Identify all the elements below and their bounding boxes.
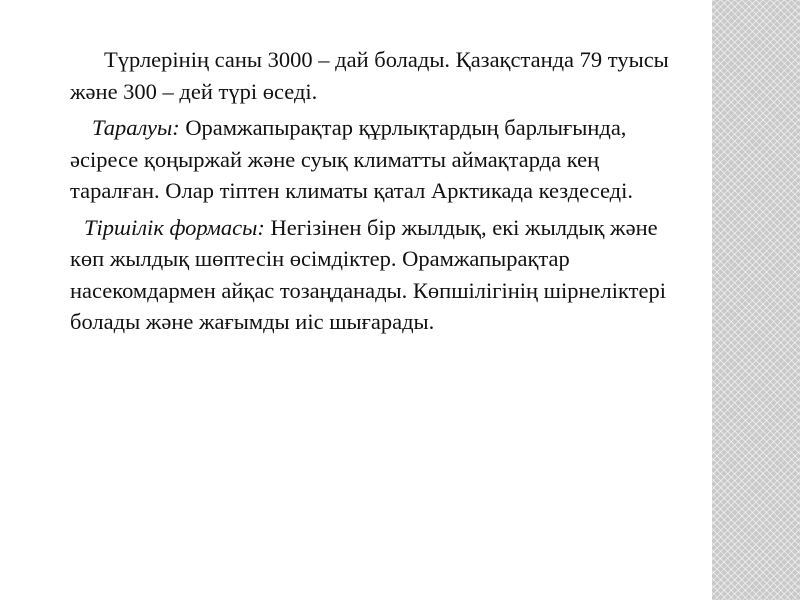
- paragraph-species-count: [70, 44, 670, 107]
- paragraph-text: Орамжапырақтар құрлықтардың барлығында, әсіресе қоңыржай және суық климатты аймақтарда кең таралған. Олар тіптен климаты қатал Арктикада кездеседі.: [70, 115, 633, 203]
- distribution-label: Таралуы:: [92, 115, 180, 140]
- paragraph-distribution: [70, 112, 670, 207]
- life-form-label: Тіршілік формасы:: [84, 214, 265, 240]
- paragraph-text: Түрлерінің саны 3000 – дай болады. Қазақстанда 79 туысы және 300 – дей түрі өседі.: [70, 47, 669, 104]
- paragraph-life-form: [70, 212, 670, 338]
- paragraph-text: Негізінен бір жылдық, екі жылдық және көп жылдық шөптесін өсімдіктер. Орамжапырақтар насекомдармен айқас тозаңданады. Көпшілігінің шірнеліктері болады және жағымды иіс шығарады.: [70, 214, 666, 334]
- decorative-side-pattern: [712, 0, 800, 600]
- slide-body: [70, 44, 670, 343]
